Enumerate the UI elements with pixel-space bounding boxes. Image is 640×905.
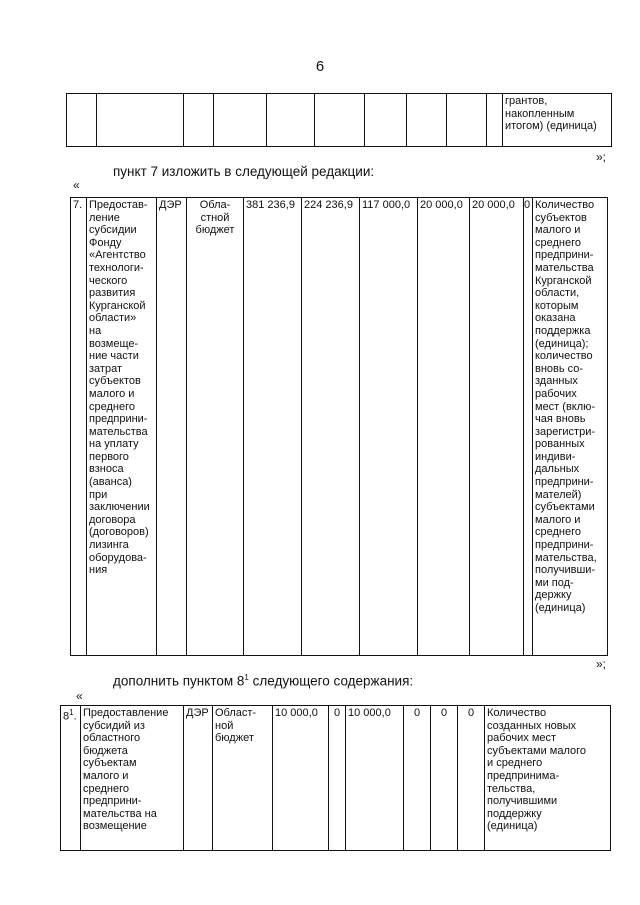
empty-cell	[365, 94, 407, 147]
table-item-7	[70, 197, 608, 656]
amount-year-5: 0	[458, 706, 485, 851]
row-number	[61, 706, 81, 851]
opening-quote: «	[76, 689, 83, 703]
amount-year-1: 224 236,9	[302, 198, 360, 656]
funding-source: Обла- стной бюджет	[187, 198, 244, 656]
amount-total: 10 000,0	[273, 706, 329, 851]
amount-year-2: 10 000,0	[346, 706, 404, 851]
amount-total: 381 236,9	[244, 198, 302, 656]
paragraph-item-8-1	[113, 673, 413, 689]
paragraph-text: дополнить пунктом 8	[113, 673, 245, 689]
row-number-sup: 1	[69, 708, 74, 717]
row-number-dot: .	[73, 710, 77, 723]
amount-year-5: 0	[524, 198, 533, 656]
table-item-8-1	[60, 705, 611, 851]
indicator-cell: грантов, накопленным итогом) (единица)	[503, 94, 612, 147]
empty-cell	[214, 94, 267, 147]
empty-cell	[67, 94, 97, 147]
empty-cell	[267, 94, 315, 147]
closing-quote: »;	[596, 150, 607, 164]
executor: ДЭР	[157, 198, 187, 656]
empty-cell	[184, 94, 214, 147]
empty-cell	[487, 94, 503, 147]
row-number: 7.	[71, 198, 87, 656]
measure-name: Предостав- ление субсидии Фонду «Агентство технологи- ческого развития Курганской области» на возмеще- ние части затрат субъектов малого и среднего предприни- мательства на уплату первого взноса (аванса) при заключении договора (договоров) лизинга оборудова- ния	[87, 198, 157, 656]
empty-cell	[447, 94, 487, 147]
table-continuation	[66, 93, 612, 147]
empty-cell	[407, 94, 447, 147]
table-row	[61, 706, 611, 851]
paragraph-item-7: пункт 7 изложить в следующей редакции:	[113, 164, 375, 179]
indicator-cell: Количество субъектов малого и среднего предприни- мательства Курганской области, которым оказана поддержка (единица); количество вновь со- зданных рабочих мест (вклю- чая вновь зарегистри- рованных индиви- дальных предприни- мателей) субъектами малого и среднего предприни- мательства, получивши- ми под- держку (единица)	[533, 198, 608, 656]
empty-cell	[315, 94, 365, 147]
amount-year-4: 20 000,0	[470, 198, 524, 656]
indicator-cell: Количество созданных новых рабочих мест субъектами малого и среднего предпринима- тельства, получившими поддержку (единица)	[485, 706, 611, 851]
row-number-base: 8	[63, 710, 70, 723]
amount-year-3: 0	[404, 706, 431, 851]
opening-quote: «	[73, 178, 80, 192]
amount-year-4: 0	[431, 706, 458, 851]
amount-year-3: 20 000,0	[418, 198, 470, 656]
empty-cell	[97, 94, 184, 147]
amount-year-2: 117 000,0	[360, 198, 418, 656]
superscript: 1	[244, 673, 249, 682]
amount-year-1: 0	[329, 706, 346, 851]
table-row	[71, 198, 608, 656]
funding-source: Област- ной бюджет	[213, 706, 273, 851]
paragraph-text: следующего содержания:	[248, 673, 414, 689]
closing-quote: »;	[596, 657, 607, 671]
page-number: 6	[315, 58, 325, 75]
measure-name: Предоставление субсидий из областного бюджета субъектам малого и среднего предприни- мательства на возмещение	[81, 706, 184, 851]
executor: ДЭР	[184, 706, 213, 851]
